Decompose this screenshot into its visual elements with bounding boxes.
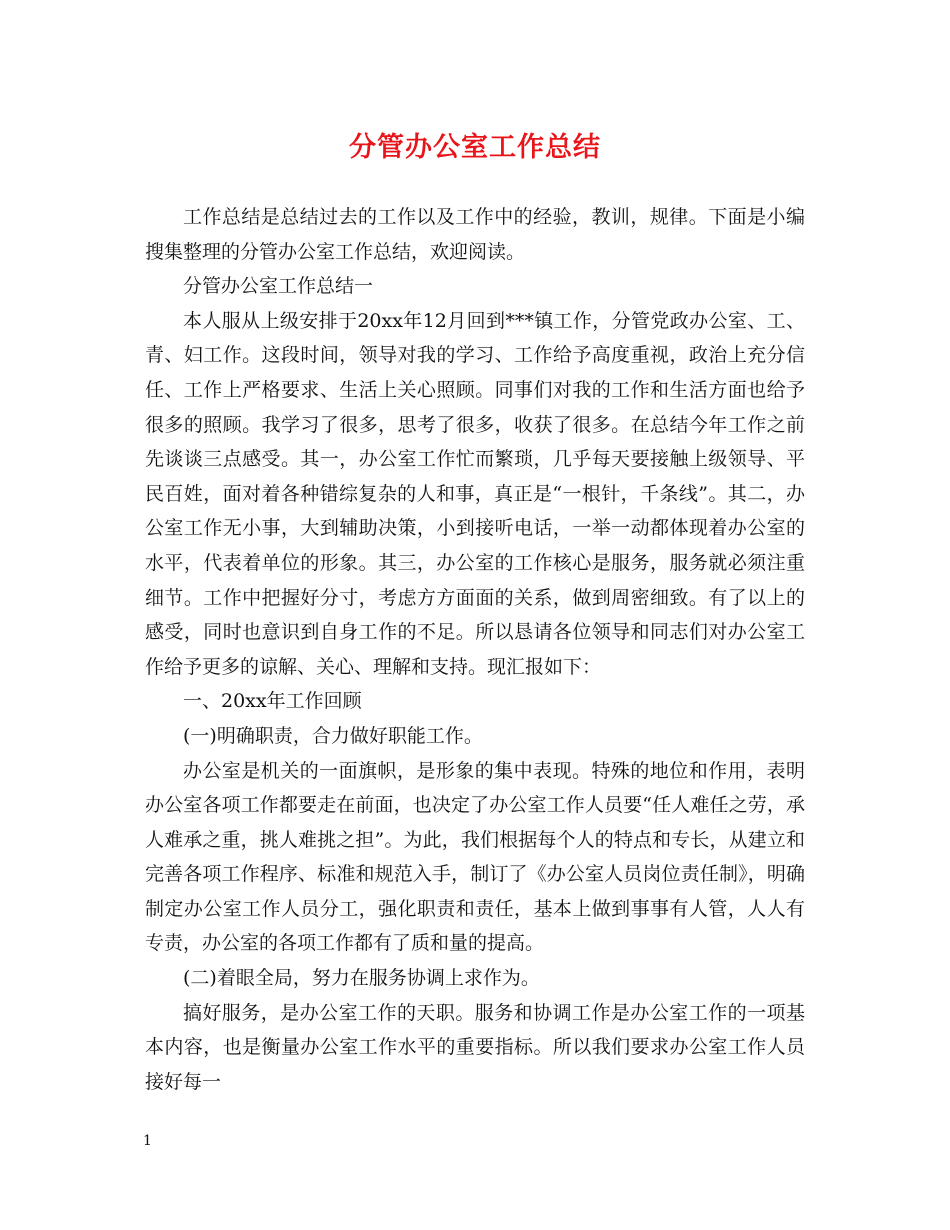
subheading-service: (二)着眼全局，努力在服务协调上求作为。 xyxy=(183,967,540,990)
document-body xyxy=(145,200,805,1099)
subheading-duties: (一)明确职责，合力做好职能工作。 xyxy=(183,724,483,747)
paragraph-service: 搞好服务，是办公室工作的天职。服务和协调工作是办公室工作的一项基本内容，也是衡量办公室工作水平的重要指标。所以我们要求办公室工作人员接好每一 xyxy=(145,1001,805,1093)
paragraph-intro: 工作总结是总结过去的工作以及工作中的经验，教训，规律。下面是小编搜集整理的分管办公室工作总结，欢迎阅读。 xyxy=(145,206,805,263)
page-title: 分管办公室工作总结 xyxy=(349,132,601,163)
section-heading-review: 一、20xx年工作回顾 xyxy=(183,690,362,713)
section-heading-summary-one: 分管办公室工作总结一 xyxy=(183,275,374,298)
paragraph-overview: 本人服从上级安排于20xx年12月回到***镇工作，分管党政办公室、工、青、妇工作。这段时间，领导对我的学习、工作给予高度重视，政治上充分信任、工作上严格要求、生活上关心照顾。同事们对我的工作和生活方面也给予很多的照顾。我学习了很多，思考了很多，收获了很多。在总结今年工作之前先谈谈三点感受。其一，办公室工作忙而繁琐，几乎每天要接触上级领导、平民百姓，面对着各种错综复杂的人和事，真正是“一根针，千条线”。其二，办公室工作无小事，大到辅助决策，小到接听电话，一举一动都体现着办公室的水平，代表着单位的形象。其三，办公室的工作核心是服务，服务就必须注重细节。工作中把握好分寸，考虑方方面面的关系，做到周密细致。有了以上的感受，同时也意识到自身工作的不足。所以恳请各位领导和同志们对办公室工作给予更多的谅解、关心、理解和支持。现汇报如下： xyxy=(145,309,805,678)
paragraph-duties: 办公室是机关的一面旗帜，是形象的集中表现。特殊的地位和作用，表明办公室各项工作都要走在前面，也决定了办公室工作人员要“任人难任之劳，承人难承之重，挑人难挑之担”。为此，我们根据每个人的特点和专长，从建立和完善各项工作程序、标准和规范入手，制订了《办公室人员岗位责任制》，明确制定办公室工作人员分工，强化职责和责任，基本上做到事事有人管，人人有专责，办公室的各项工作都有了质和量的提高。 xyxy=(145,759,805,955)
page-number: 1 xyxy=(143,1133,152,1149)
